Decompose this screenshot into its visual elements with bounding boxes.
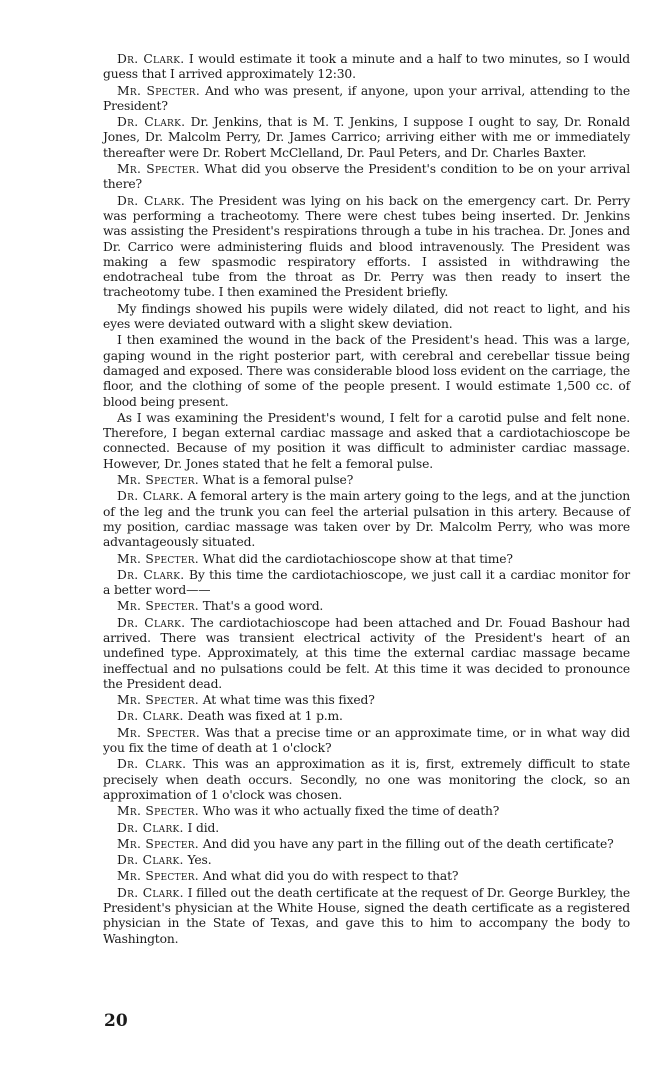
- speaker-label: Mr. Specter.: [117, 162, 200, 177]
- paragraph: [103, 726, 630, 757]
- paragraph-text: I filled out the death certificate at the request of Dr. George Burkley, the President's physician at the White House, signed the death certificate as a registered physician in the State of Texas, and gave this to him to accompany the body to Washington.: [103, 885, 631, 946]
- paragraph: [103, 757, 630, 803]
- page-number: 20: [104, 1011, 128, 1031]
- paragraph: [103, 84, 630, 115]
- paragraph: [103, 804, 630, 819]
- speaker-label: Dr. Clark.: [117, 489, 184, 504]
- speaker-label: Dr. Clark.: [117, 52, 185, 66]
- paragraph-text: What did the cardiotachioscope show at that time?: [202, 551, 513, 566]
- paragraph-text: I then examined the wound in the back of the President's head. This was a large, gaping wound in the right posterior part, with cerebral and cerebellar tissue being damaged and exposed. There was considerable blood loss evident on the carriage, the floor, and the clothing of some of the people present. I would estimate 1,500 cc. of blood being present.: [103, 333, 630, 409]
- paragraph: [103, 599, 630, 614]
- paragraph-text: Was that a precise time or an approximate time, or in what way did you fix the time of death at 1 o'clock?: [103, 725, 630, 756]
- speaker-label: Dr. Clark.: [117, 115, 186, 130]
- transcript-body: [103, 52, 630, 948]
- paragraph-text: What did you observe the President's condition to be on your arrival there?: [103, 162, 630, 192]
- paragraph-text: Yes.: [187, 853, 212, 868]
- paragraph-text: The cardiotachioscope had been attached and Dr. Fouad Bashour had arrived. There was transient electrical activity of the President's heart of an undefined type. Approximately, at this time the external cardiac massage became ineffectual and no pulsations could be felt. At this time it was decided to pronounce the President dead.: [103, 615, 631, 691]
- paragraph: [103, 411, 630, 472]
- paragraph: [103, 709, 630, 724]
- paragraph: [103, 853, 630, 868]
- speaker-label: Dr. Clark.: [117, 567, 185, 582]
- paragraph-text: And did you have any part in the filling out of the death certificate?: [202, 836, 614, 851]
- speaker-label: Mr. Specter.: [117, 599, 199, 614]
- speaker-label: Dr. Clark.: [117, 193, 186, 208]
- speaker-label: Dr. Clark.: [117, 757, 187, 772]
- paragraph-text: My findings showed his pupils were widely dilated, did not react to light, and his eyes were deviated outward with a slight skew deviation.: [103, 301, 630, 332]
- speaker-label: Dr. Clark.: [117, 820, 184, 835]
- paragraph-text: Who was it who actually fixed the time of death?: [202, 804, 500, 819]
- paragraph: [103, 837, 630, 852]
- paragraph-text: This was an approximation as it is, first, extremely difficult to state precisely when death occurs. Secondly, no one was monitoring the clock, so an approximation of 1 o'clock was chosen.: [103, 757, 630, 802]
- paragraph-text: The President was lying on his back on the emergency cart. Dr. Perry was performing a tracheotomy. There were chest tubes being inserted. Dr. Jenkins was assisting the President's respirations through a tube in his trachea. Dr. Jones and Dr. Carrico were administering fluids and blood intravenously. The President was making a few spasmodic respiratory efforts. I assisted in withdrawing the endotracheal tube from the throat as Dr. Perry was then ready to insert the tracheotomy tube. I then examined the President briefly.: [103, 193, 630, 300]
- paragraph: [103, 693, 630, 708]
- paragraph: [103, 886, 630, 947]
- paragraph: [103, 616, 630, 692]
- paragraph: [103, 333, 630, 409]
- paragraph: [103, 489, 630, 550]
- speaker-label: Mr. Specter.: [117, 804, 199, 819]
- paragraph-text: That's a good word.: [202, 599, 324, 614]
- speaker-label: Mr. Specter.: [117, 473, 199, 488]
- paragraph-text: And who was present, if anyone, upon your arrival, attending to the President?: [103, 83, 631, 113]
- paragraph: [103, 115, 630, 161]
- speaker-label: Dr. Clark.: [117, 615, 186, 630]
- paragraph-text: I did.: [187, 820, 219, 835]
- paragraph: [103, 869, 630, 884]
- paragraph: [103, 194, 630, 301]
- paragraph-text: By this time the cardiotachioscope, we just call it a cardiac monitor for a better word——: [103, 567, 630, 598]
- speaker-label: Mr. Specter.: [117, 869, 199, 884]
- speaker-label: Dr. Clark.: [117, 853, 184, 868]
- speaker-label: Dr. Clark.: [117, 885, 184, 900]
- speaker-label: Dr. Clark.: [117, 709, 184, 724]
- paragraph-text: And what did you do with respect to that?: [202, 869, 459, 884]
- paragraph: [103, 821, 630, 836]
- speaker-label: Mr. Specter.: [117, 693, 199, 708]
- speaker-label: Mr. Specter.: [117, 836, 199, 851]
- paragraph-text: Dr. Jenkins, that is M. T. Jenkins, I suppose I ought to say, Dr. Ronald Jones, Dr. Malcolm Perry, Dr. James Carrico; arriving either with me or immediately thereafter were Dr. Robert McClelland, Dr. Paul Peters, and Dr. Charles Baxter.: [103, 115, 630, 160]
- paragraph-text: A femoral artery is the main artery going to the legs, and at the junction of the leg and the trunk you can feel the arterial pulsation in this artery. Because of my position, cardiac massage was taken over by Dr. Malcolm Perry, who was more advantageously situated.: [103, 489, 631, 550]
- paragraph-text: Death was fixed at 1 p.m.: [187, 709, 343, 724]
- paragraph-text: As I was examining the President's wound, I felt for a carotid pulse and felt none. Therefore, I began external cardiac massage and asked that a cardiotachioscope be connected. Because of my position it was difficult to administer cardiac massage. However, Dr. Jones stated that he felt a femoral pulse.: [103, 410, 630, 471]
- paragraph-text: I would estimate it took a minute and a half to two minutes, so I would guess that I arrived approximately 12:30.: [103, 52, 630, 82]
- paragraph: [103, 552, 630, 567]
- speaker-label: Mr. Specter.: [117, 551, 199, 566]
- paragraph: [103, 162, 630, 193]
- paragraph-text: At what time was this fixed?: [202, 693, 375, 708]
- paragraph: [103, 473, 630, 488]
- speaker-label: Mr. Specter.: [117, 83, 201, 98]
- paragraph-text: What is a femoral pulse?: [202, 473, 354, 488]
- paragraph: [103, 568, 630, 599]
- speaker-label: Mr. Specter.: [117, 725, 201, 740]
- paragraph: [103, 302, 630, 333]
- paragraph: [103, 52, 630, 83]
